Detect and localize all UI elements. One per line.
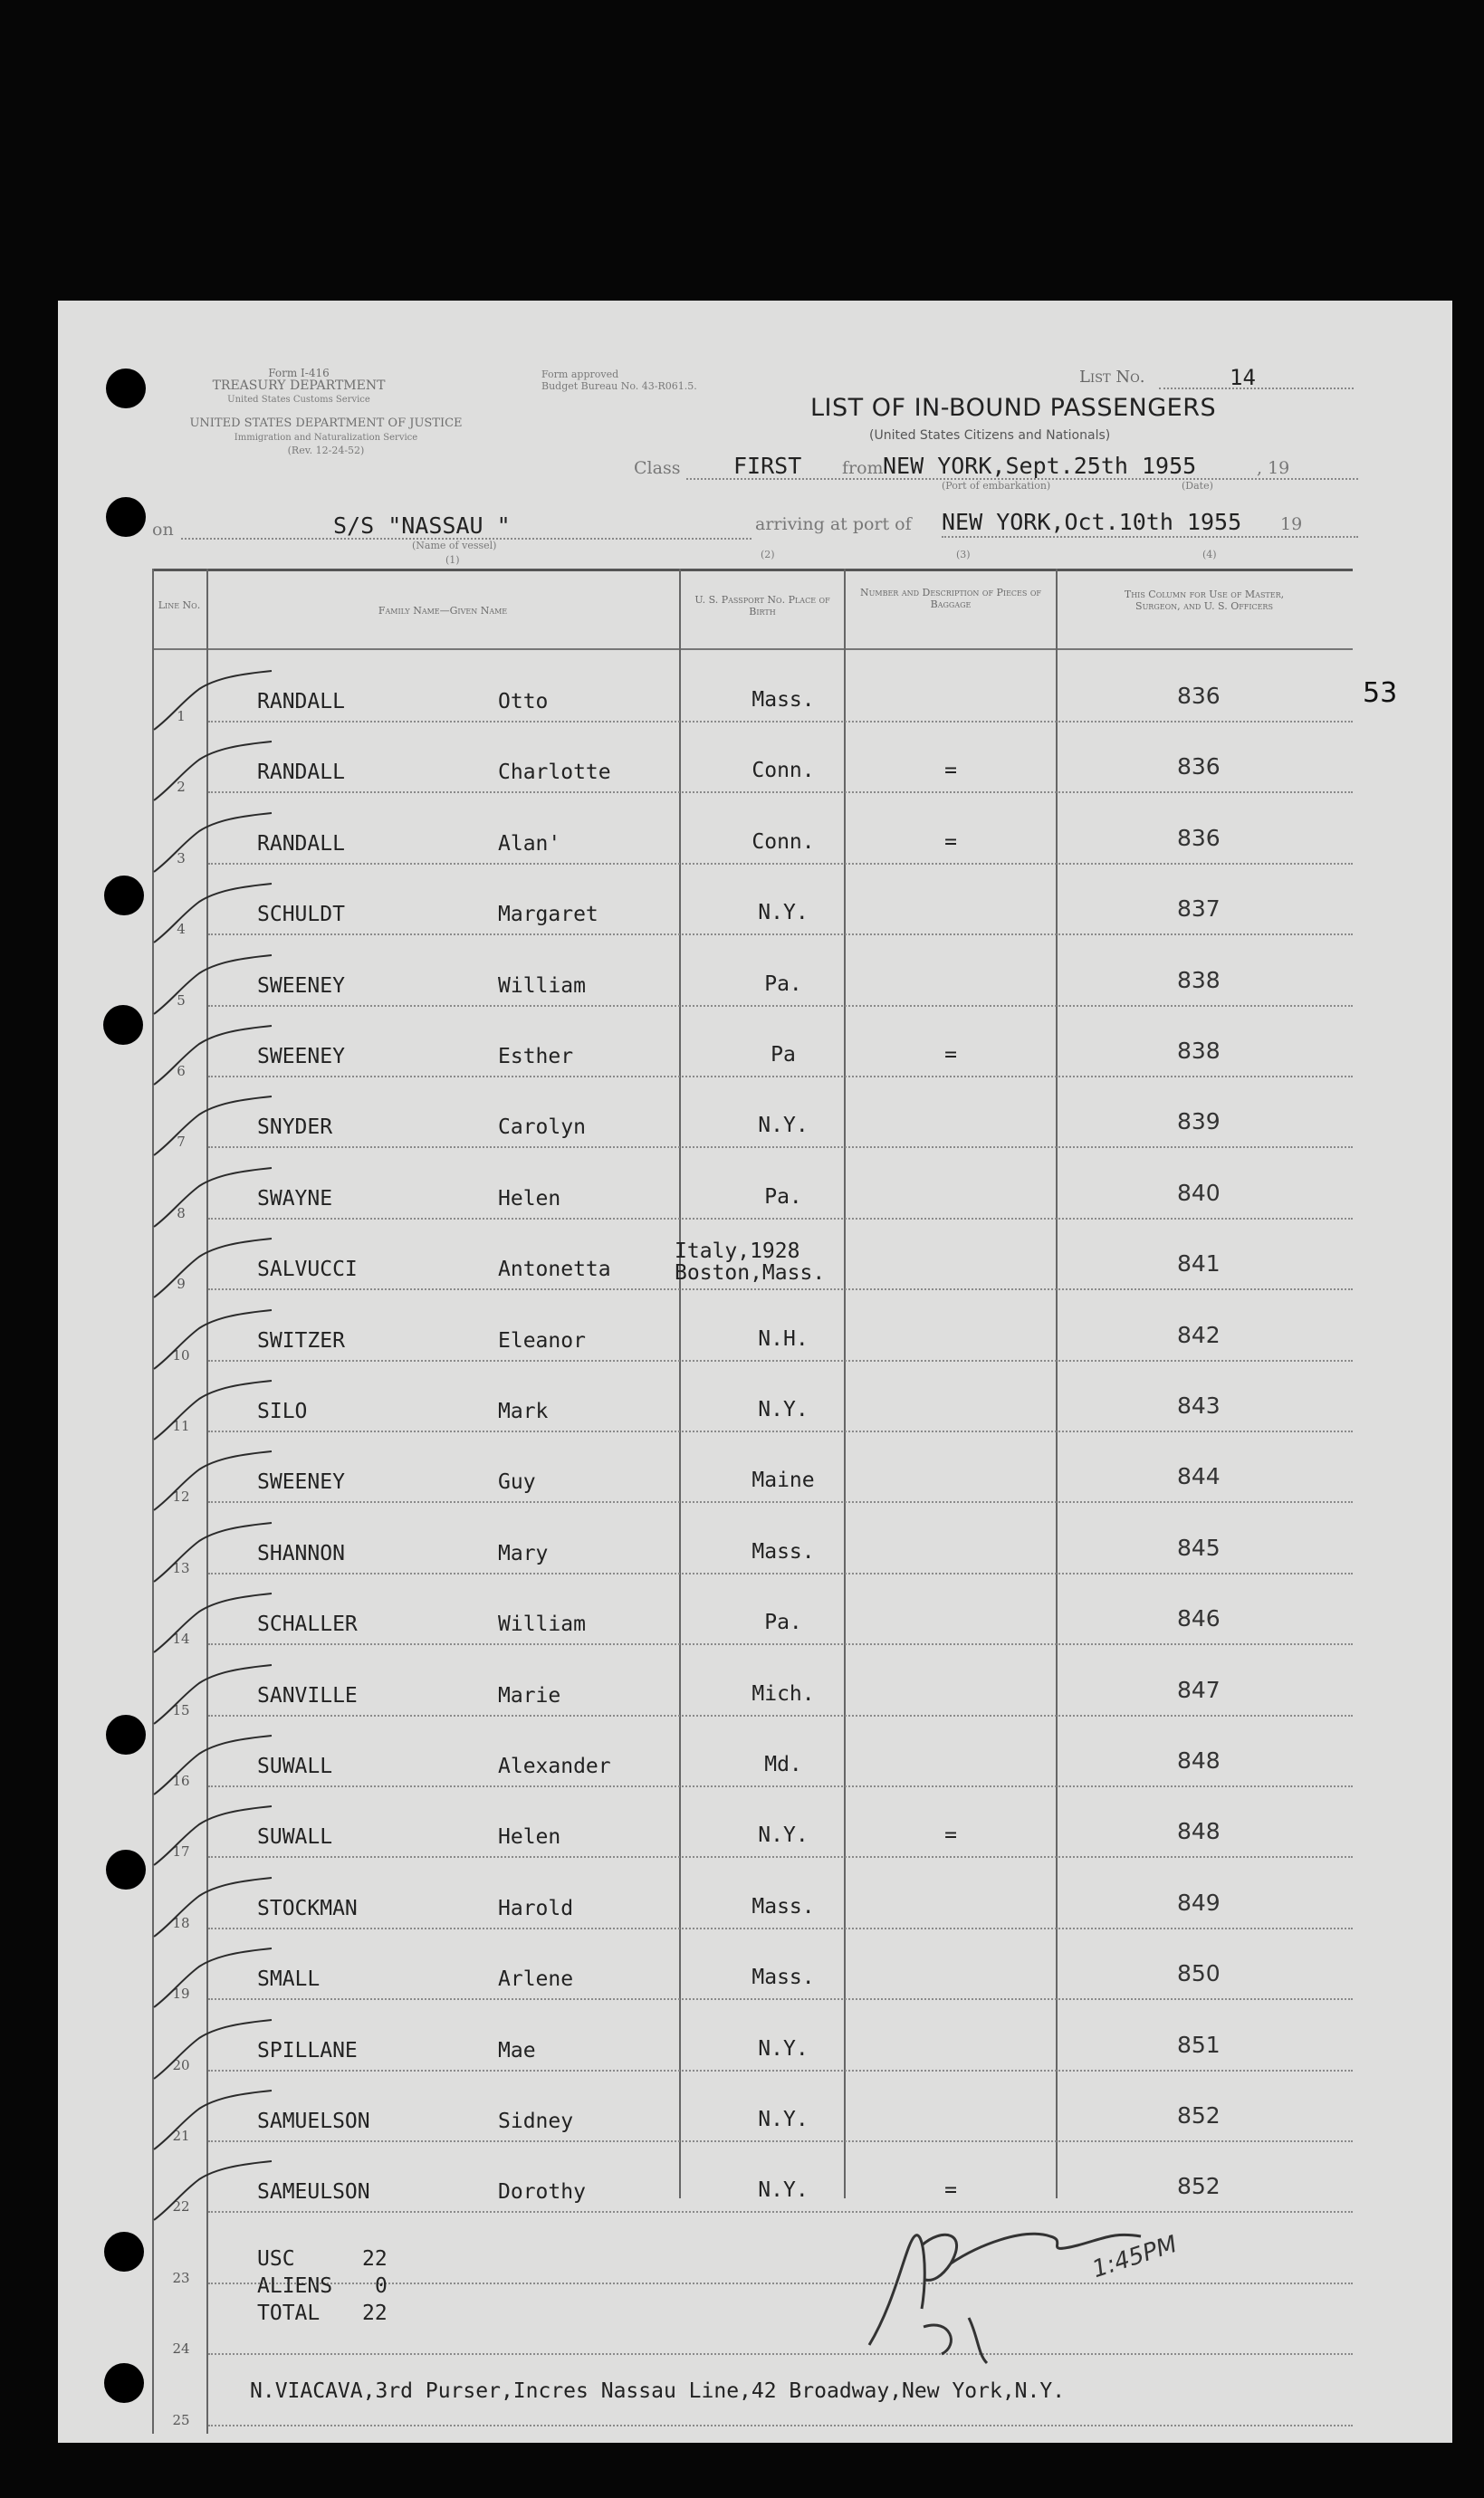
given-name: Alan' bbox=[498, 831, 561, 856]
list-no-label: List No. bbox=[1079, 368, 1145, 387]
col-num-2: (2) bbox=[761, 549, 775, 560]
family-name: SCHALLER bbox=[257, 1613, 358, 1637]
total-label: TOTAL bbox=[257, 2302, 321, 2325]
check-mark-icon bbox=[145, 1873, 281, 1946]
officer-code: 848 bbox=[1177, 1747, 1221, 1774]
purser-footer: N.VIACAVA,3rd Purser,Incres Nassau Line,42 Broadway,New York,N.Y. bbox=[250, 2379, 1066, 2403]
header-passport: U. S. Passport No. Place of Birth bbox=[694, 594, 830, 617]
given-name: Antonetta bbox=[498, 1258, 611, 1282]
row-rule bbox=[208, 1715, 1353, 1717]
given-name: Helen bbox=[498, 1186, 561, 1211]
officer-code: 837 bbox=[1177, 895, 1221, 923]
place-of-birth: Pa. bbox=[764, 1184, 802, 1209]
col-divider bbox=[1056, 569, 1058, 2198]
check-mark-icon bbox=[145, 809, 281, 881]
officer-code: 844 bbox=[1177, 1463, 1221, 1490]
header-name: Family Name—Given Name bbox=[378, 605, 508, 617]
family-name: SUWALL bbox=[257, 1825, 333, 1850]
line-number: 25 bbox=[172, 2411, 190, 2428]
punch-hole bbox=[104, 2363, 144, 2403]
place-of-birth: N.Y. bbox=[758, 2178, 809, 2203]
table-top-border bbox=[152, 569, 1353, 571]
date-caption: (Date) bbox=[1182, 480, 1213, 492]
check-mark-icon bbox=[145, 1021, 281, 1094]
port-embark-caption: (Port of embarkation) bbox=[942, 480, 1051, 492]
check-mark-icon bbox=[145, 1163, 281, 1236]
place-of-birth: Mass. bbox=[752, 688, 815, 712]
line-number: 15 bbox=[172, 1701, 190, 1718]
given-name: Sidney bbox=[498, 2110, 574, 2133]
family-name: SNYDER bbox=[257, 1115, 333, 1140]
family-name: SWEENEY bbox=[257, 1045, 345, 1068]
punch-hole bbox=[106, 497, 146, 537]
from-label: from bbox=[842, 458, 884, 478]
place-of-birth: Italy,1928 bbox=[675, 1239, 800, 1264]
given-name: Harold bbox=[498, 1896, 574, 1920]
family-name: SALVUCCI bbox=[257, 1258, 358, 1282]
given-name: Helen bbox=[498, 1825, 561, 1850]
check-mark-icon bbox=[145, 1802, 281, 1874]
line-number: 1 bbox=[177, 708, 186, 724]
family-name: RANDALL bbox=[257, 831, 345, 856]
page-number: 53 bbox=[1363, 677, 1398, 709]
family-name: RANDALL bbox=[257, 690, 345, 713]
punch-hole bbox=[106, 1850, 146, 1890]
punch-hole bbox=[106, 368, 146, 408]
line-number: 8 bbox=[177, 1204, 186, 1221]
line-number: 16 bbox=[172, 1773, 190, 1789]
officer-code: 836 bbox=[1177, 683, 1221, 709]
family-name: SWEENEY bbox=[257, 973, 345, 998]
officer-code: 847 bbox=[1177, 1676, 1221, 1703]
given-name: Guy bbox=[498, 1470, 536, 1495]
check-mark-icon bbox=[145, 1589, 281, 1661]
header-officers: This Column for Use of Master, Surgeon, and U. S. Officers bbox=[1124, 589, 1285, 612]
family-name: SWITZER bbox=[257, 1328, 345, 1353]
row-rule bbox=[208, 863, 1353, 865]
line-number: 18 bbox=[172, 1914, 190, 1931]
place-of-birth: Mich. bbox=[752, 1681, 815, 1706]
place-of-birth: Md. bbox=[764, 1753, 802, 1776]
list-no-value: 14 bbox=[1230, 365, 1256, 390]
given-name: Carolyn bbox=[498, 1115, 586, 1140]
family-name: RANDALL bbox=[257, 761, 345, 785]
class-label: Class bbox=[634, 458, 681, 478]
line-number: 7 bbox=[177, 1134, 186, 1151]
check-mark-icon bbox=[145, 951, 281, 1023]
family-name: SWAYNE bbox=[257, 1186, 333, 1211]
place-of-birth: Mass. bbox=[752, 1539, 815, 1564]
officer-code: 851 bbox=[1177, 2031, 1221, 2058]
arriving-value: NEW YORK,Oct.10th 1955 bbox=[942, 509, 1242, 535]
given-name: William bbox=[498, 973, 586, 998]
given-name: Mary bbox=[498, 1541, 549, 1565]
place-of-birth: Mass. bbox=[752, 1966, 815, 1990]
row-rule bbox=[208, 1431, 1353, 1432]
officer-code: 848 bbox=[1177, 1818, 1221, 1845]
arriving-label: arriving at port of bbox=[755, 514, 912, 534]
row-rule bbox=[208, 1573, 1353, 1574]
family-name: SPILLANE bbox=[257, 2038, 358, 2063]
check-mark-icon bbox=[145, 1234, 281, 1306]
place-of-birth: Mass. bbox=[752, 1894, 815, 1919]
baggage-mark: = bbox=[944, 759, 957, 783]
place-of-birth: Pa. bbox=[764, 971, 802, 996]
place-of-birth: N.Y. bbox=[758, 1114, 809, 1138]
header-baggage: Number and Description of Pieces of Baggage bbox=[860, 587, 1041, 610]
check-mark-icon bbox=[145, 2086, 281, 2158]
given-name: Charlotte bbox=[498, 761, 611, 785]
family-name: SANVILLE bbox=[257, 1683, 358, 1708]
punch-hole bbox=[104, 876, 144, 915]
baggage-mark: = bbox=[944, 1043, 957, 1067]
officer-code: 849 bbox=[1177, 1889, 1221, 1916]
line-number: 5 bbox=[177, 991, 186, 1009]
place-of-birth: N.H. bbox=[758, 1326, 809, 1351]
line-number: 13 bbox=[172, 1559, 190, 1576]
vessel-caption: (Name of vessel) bbox=[412, 540, 497, 551]
baggage-mark: = bbox=[944, 829, 957, 854]
form-number: Form I-416 bbox=[268, 367, 330, 379]
usc-value: 22 bbox=[362, 2247, 388, 2271]
officer-code: 852 bbox=[1177, 2102, 1221, 2129]
baggage-mark: = bbox=[944, 2178, 957, 2203]
place-of-birth: N.Y. bbox=[758, 2108, 809, 2131]
family-name: SUWALL bbox=[257, 1755, 333, 1778]
col-num-3: (3) bbox=[956, 549, 971, 560]
officer-code: 852 bbox=[1177, 2173, 1221, 2200]
col-divider bbox=[844, 569, 846, 2198]
budget-bureau: Budget Bureau No. 43-R061.5. bbox=[541, 380, 697, 392]
place-of-birth: Pa bbox=[771, 1043, 796, 1067]
row-rule bbox=[208, 1501, 1353, 1503]
baggage-mark: = bbox=[944, 1823, 957, 1848]
punch-hole bbox=[104, 2232, 144, 2272]
place-of-birth: Pa. bbox=[764, 1611, 802, 1635]
family-name: SMALL bbox=[257, 1967, 321, 1992]
header-line-no: Line No. bbox=[158, 599, 201, 611]
total-value: 22 bbox=[362, 2302, 388, 2325]
from-value: NEW YORK,Sept.25th 1955 bbox=[883, 453, 1197, 479]
dept-treasury: TREASURY DEPARTMENT bbox=[212, 378, 386, 393]
row-rule bbox=[208, 1998, 1353, 2000]
check-mark-icon bbox=[145, 1376, 281, 1449]
line-number: 23 bbox=[172, 2269, 190, 2286]
from-year-prefix: , 19 bbox=[1257, 458, 1290, 478]
col-divider bbox=[679, 569, 681, 2198]
check-mark-icon bbox=[145, 666, 281, 739]
line-number: 19 bbox=[172, 1986, 190, 2003]
page-subtitle: (United States Citizens and Nationals) bbox=[869, 428, 1111, 443]
check-mark-icon bbox=[145, 1092, 281, 1164]
class-value: FIRST bbox=[733, 453, 802, 479]
table-header-border bbox=[152, 648, 1353, 650]
family-name: SAMEULSON bbox=[257, 2180, 370, 2205]
form-approved: Form approved bbox=[541, 368, 619, 380]
place-of-birth: N.Y. bbox=[758, 901, 809, 925]
line-number: 12 bbox=[172, 1488, 190, 1506]
given-name: Eleanor bbox=[498, 1328, 586, 1353]
row-rule bbox=[208, 1856, 1353, 1858]
place-of-birth: Maine bbox=[752, 1469, 815, 1493]
signature-time: 1:45PM bbox=[1088, 2230, 1181, 2284]
line-number: 9 bbox=[177, 1276, 186, 1293]
place-of-birth: N.Y. bbox=[758, 1823, 809, 1848]
officer-code: 836 bbox=[1177, 824, 1221, 851]
page-title: LIST OF IN-BOUND PASSENGERS bbox=[810, 394, 1217, 422]
given-name: Marie bbox=[498, 1683, 561, 1708]
place-of-birth: Conn. bbox=[752, 759, 815, 783]
line-number: 24 bbox=[172, 2340, 190, 2358]
punch-hole bbox=[103, 1005, 143, 1045]
family-name: SILO bbox=[257, 1400, 308, 1423]
vessel-name: S/S "NASSAU " bbox=[333, 512, 511, 539]
check-mark-icon bbox=[145, 2157, 281, 2229]
dept-justice-sub: Immigration and Naturalization Service bbox=[234, 433, 418, 443]
check-mark-icon bbox=[145, 1944, 281, 2016]
row-rule bbox=[208, 933, 1353, 935]
row-rule bbox=[208, 1928, 1353, 1929]
family-name: SAMUELSON bbox=[257, 2110, 370, 2133]
family-name: SWEENEY bbox=[257, 1470, 345, 1495]
aliens-value: 0 bbox=[375, 2274, 388, 2298]
check-mark-icon bbox=[145, 1661, 281, 1733]
officer-code: 842 bbox=[1177, 1321, 1221, 1348]
officer-code: 836 bbox=[1177, 753, 1221, 780]
officer-code: 839 bbox=[1177, 1108, 1221, 1135]
check-mark-icon bbox=[145, 1731, 281, 1804]
officer-code: 846 bbox=[1177, 1605, 1221, 1632]
officer-code: 845 bbox=[1177, 1534, 1221, 1561]
arriving-year-prefix: 19 bbox=[1280, 514, 1303, 534]
row-rule bbox=[208, 2140, 1353, 2142]
given-name: Mark bbox=[498, 1400, 549, 1423]
given-name: Otto bbox=[498, 690, 549, 713]
given-name: Dorothy bbox=[498, 2180, 586, 2205]
dept-justice: UNITED STATES DEPARTMENT OF JUSTICE bbox=[189, 416, 463, 430]
row-rule bbox=[208, 721, 1353, 723]
given-name: William bbox=[498, 1613, 586, 1637]
line-number: 20 bbox=[172, 2056, 190, 2073]
officer-code: 843 bbox=[1177, 1393, 1221, 1419]
row-rule bbox=[208, 791, 1353, 793]
check-mark-icon bbox=[145, 879, 281, 952]
check-mark-icon bbox=[145, 2015, 281, 2088]
family-name: STOCKMAN bbox=[257, 1896, 358, 1920]
punch-hole bbox=[106, 1715, 146, 1755]
line-number: 14 bbox=[172, 1631, 190, 1648]
check-mark-icon bbox=[145, 737, 281, 809]
officer-code: 841 bbox=[1177, 1250, 1221, 1278]
given-name: Esther bbox=[498, 1045, 574, 1068]
row-rule bbox=[208, 1288, 1353, 1290]
col-num-4: (4) bbox=[1202, 549, 1217, 560]
place-of-birth: Conn. bbox=[752, 829, 815, 854]
officer-code: 838 bbox=[1177, 966, 1221, 993]
officer-code: 838 bbox=[1177, 1038, 1221, 1064]
line-number: 3 bbox=[177, 849, 186, 866]
line-number: 2 bbox=[177, 779, 186, 796]
place-of-birth: N.Y. bbox=[758, 1398, 809, 1421]
check-mark-icon bbox=[145, 1518, 281, 1591]
row-rule bbox=[208, 1360, 1353, 1362]
row-rule bbox=[208, 2070, 1353, 2072]
line-number: 4 bbox=[177, 921, 186, 938]
dept-treasury-sub: United States Customs Service bbox=[227, 395, 370, 405]
aliens-label: ALIENS bbox=[257, 2274, 333, 2298]
officer-code: 850 bbox=[1177, 1960, 1221, 1987]
family-name: SHANNON bbox=[257, 1541, 345, 1565]
given-name: Arlene bbox=[498, 1967, 574, 1992]
row-rule bbox=[208, 1005, 1353, 1007]
line-number: 22 bbox=[172, 2198, 190, 2216]
officer-code: 840 bbox=[1177, 1179, 1221, 1206]
given-name: Margaret bbox=[498, 903, 598, 927]
check-mark-icon bbox=[145, 1447, 281, 1519]
on-label: on bbox=[152, 520, 174, 540]
col-num-1: (1) bbox=[445, 554, 460, 566]
family-name: SCHULDT bbox=[257, 903, 345, 927]
row-rule bbox=[208, 1076, 1353, 1077]
row-rule bbox=[208, 1643, 1353, 1645]
row-rule bbox=[208, 1146, 1353, 1148]
row-rule bbox=[208, 1785, 1353, 1787]
form-revision: (Rev. 12-24-52) bbox=[287, 445, 365, 456]
place-of-birth: N.Y. bbox=[758, 2036, 809, 2061]
usc-label: USC bbox=[257, 2247, 295, 2271]
check-mark-icon bbox=[145, 1306, 281, 1378]
handwritten-signature bbox=[842, 2191, 1186, 2372]
given-name: Mae bbox=[498, 2038, 536, 2063]
place-of-birth-2: Boston,Mass. bbox=[675, 1261, 826, 1286]
line-number: 21 bbox=[172, 2128, 190, 2144]
row-rule bbox=[208, 1218, 1353, 1220]
line-number: 10 bbox=[172, 1346, 190, 1364]
row-rule bbox=[208, 2425, 1353, 2426]
line-number: 17 bbox=[172, 1843, 190, 1861]
line-number: 11 bbox=[172, 1418, 190, 1434]
given-name: Alexander bbox=[498, 1755, 611, 1778]
line-number: 6 bbox=[177, 1063, 186, 1079]
